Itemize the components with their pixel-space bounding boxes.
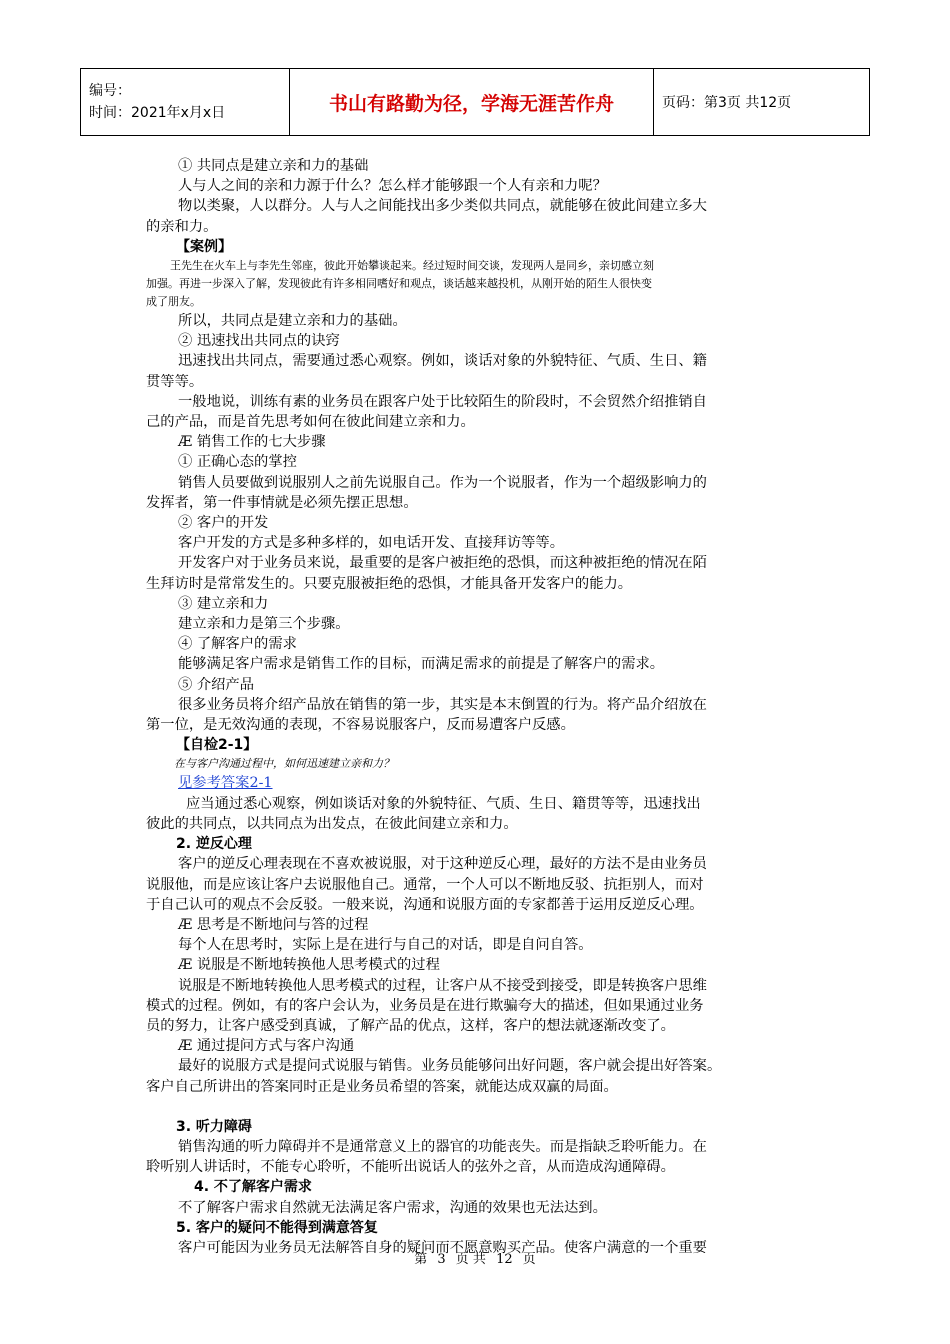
footer-total-pages: 12 [496, 1252, 513, 1267]
text-line: 客户开发的方式是多种多样的，如电话开发、直接拜访等等。 [178, 535, 565, 552]
text-line: 客户可能因为业务员无法解答自身的疑问而不愿意购买产品。使客户满意的一个重要 [178, 1239, 707, 1256]
text-line: 销售沟通的听力障碍并不是通常意义上的器官的功能丧失。而是指缺乏聆听能力。在 [178, 1138, 707, 1155]
text-line: 生拜访时是常常发生的。只要克服被拒绝的恐惧，才能具备开发客户的能力。 [146, 575, 633, 592]
text-line: 贯等等。 [146, 373, 204, 390]
case-text: 成了朋友。 [146, 295, 201, 309]
text-line: 建立亲和力是第三个步骤。 [178, 616, 350, 633]
text-line: ② 客户的开发 [178, 515, 269, 532]
text-line: 销售人员要做到说服别人之前先说服自己。作为一个说服者，作为一个超级影响力的 [178, 474, 707, 491]
section-heading: 4. 不了解客户需求 [194, 1179, 312, 1196]
case-text: 王先生在火车上与李先生邻座，彼此开始攀谈起来。经过短时间交谈，发现两人是同乡，亲切感立刻 [170, 259, 654, 273]
header-meta [81, 69, 290, 136]
text-line: 不了解客户需求自然就无法满足客户需求，沟通的效果也无法达到。 [178, 1199, 607, 1216]
case-text: 加强。再进一步深入了解，发现彼此有许多相同嗜好和观点，谈话越来越投机，从刚开始的陌生人很快变 [146, 277, 652, 291]
bullet-heading: Æ 思考是不断地问与答的过程 [178, 916, 369, 933]
page-footer [0, 1248, 950, 1267]
text-line: 所以，共同点是建立亲和力的基础。 [178, 313, 407, 330]
text-line: ③ 建立亲和力 [178, 595, 269, 612]
text-line: 每个人在思考时，实际上是在进行与自己的对话，即是自问自答。 [178, 937, 593, 954]
bullet-heading: Æ 通过提问方式与客户沟通 [178, 1038, 355, 1055]
text-line: 能够满足客户需求是销售工作的目标，而满足需求的前提是了解客户的需求。 [178, 656, 665, 673]
footer-page-number: 3 [437, 1252, 446, 1267]
text-line: 迅速找出共同点，需要通过悉心观察。例如，谈话对象的外貌特征、气质、生日、籍 [178, 353, 707, 370]
text-line: 开发客户对于业务员来说，最重要的是客户被拒绝的恐惧，而这种被拒绝的情况在陌 [178, 555, 707, 572]
paragraph-gap [146, 1097, 811, 1117]
text-line: ⑤ 介绍产品 [178, 676, 255, 693]
footer-suffix: 页 [522, 1252, 536, 1267]
number-label: 编号： [89, 83, 131, 99]
text-line: 彼此的共同点，以共同点为出发点，在彼此间建立亲和力。 [146, 815, 518, 832]
text-line: 客户的逆反心理表现在不喜欢被说服，对于这种逆反心理，最好的方法不是由业务员 [178, 856, 707, 873]
self-check-question: 在与客户沟通过程中，如何迅速建立亲和力？ [174, 757, 394, 771]
text-line: 第一位，是无效沟通的表现，不容易说服客户，反而易遭客户反感。 [146, 717, 575, 734]
answer-link[interactable]: 见参考答案2-1 [178, 775, 273, 792]
text-line: 的亲和力。 [146, 218, 218, 235]
text-line: 聆听别人讲话时，不能专心聆听，不能听出说话人的弦外之音，从而造成沟通障碍。 [146, 1159, 675, 1176]
header-motto: 书山有路勤为径，学海无涯苦作舟 [290, 69, 654, 136]
text-line: ① 正确心态的掌控 [178, 454, 297, 471]
text-line: 己的产品，而是首先思考如何在彼此间建立亲和力。 [146, 414, 475, 431]
text-line: ① 共同点是建立亲和力的基础 [178, 158, 369, 174]
text-line: 说服他，而是应该让客户去说服他自己。通常，一个人可以不断地反驳、抗拒别人，而对 [146, 876, 704, 893]
text-line: 发挥者，第一件事情就是必须先摆正思想。 [146, 494, 418, 511]
text-line: 一般地说，训练有素的业务员在跟客户处于比较陌生的阶段时，不会贸然介绍推销自 [178, 393, 707, 410]
footer-mid: 页 共 [455, 1252, 486, 1267]
text-line: 说服是不断地转换他人思考模式的过程，让客户从不接受到接受，即是转换客户思维 [178, 977, 707, 994]
text-line: ④ 了解客户的需求 [178, 636, 297, 653]
document-header [80, 68, 870, 136]
text-line: 物以类聚，人以群分。人与人之间能找出多少类似共同点，就能够在彼此间建立多大 [178, 198, 707, 215]
section-heading: 2. 逆反心理 [176, 836, 252, 853]
footer-prefix: 第 [414, 1252, 428, 1267]
section-heading: 5. 客户的疑问不能得到满意答复 [176, 1219, 378, 1236]
text-line: 客户自己所讲出的答案同时正是业务员希望的答案，就能达成双赢的局面。 [146, 1078, 618, 1095]
bullet-heading: Æ 销售工作的七大步骤 [178, 434, 326, 451]
text-line: 最好的说服方式是提问式说服与销售。业务员能够问出好问题，客户就会提出好答案。 [178, 1058, 722, 1075]
text-line: 于自己认可的观点不会反驳。一般来说，沟通和说服方面的专家都善于运用反逆反心理。 [146, 896, 704, 913]
header-page-label: 页码：第3页 共12页 [654, 69, 870, 136]
section-heading: 3. 听力障碍 [176, 1118, 252, 1135]
document-body [146, 156, 811, 1258]
self-check-heading: 【自检2-1】 [176, 737, 258, 754]
text-line: ② 迅速找出共同点的诀窍 [178, 333, 340, 350]
text-line: 很多业务员将介绍产品放在销售的第一步，其实是本末倒置的行为。将产品介绍放在 [178, 696, 707, 713]
text-line: 模式的过程。例如，有的客户会认为，业务员是在进行欺骗夸大的描述，但如果通过业务 [146, 997, 704, 1014]
case-heading: 【案例】 [176, 238, 232, 255]
text-line: 员的努力，让客户感受到真诚，了解产品的优点，这样，客户的想法就逐渐改变了。 [146, 1017, 675, 1034]
time-label: 时间：2021年x月x日 [89, 105, 226, 121]
bullet-heading: Æ 说服是不断地转换他人思考模式的过程 [178, 957, 440, 974]
text-line: 应当通过悉心观察，例如谈话对象的外貌特征、气质、生日、籍贯等等，迅速找出 [186, 795, 701, 812]
text-line: 人与人之间的亲和力源于什么？怎么样才能够跟一个人有亲和力呢？ [178, 178, 607, 195]
